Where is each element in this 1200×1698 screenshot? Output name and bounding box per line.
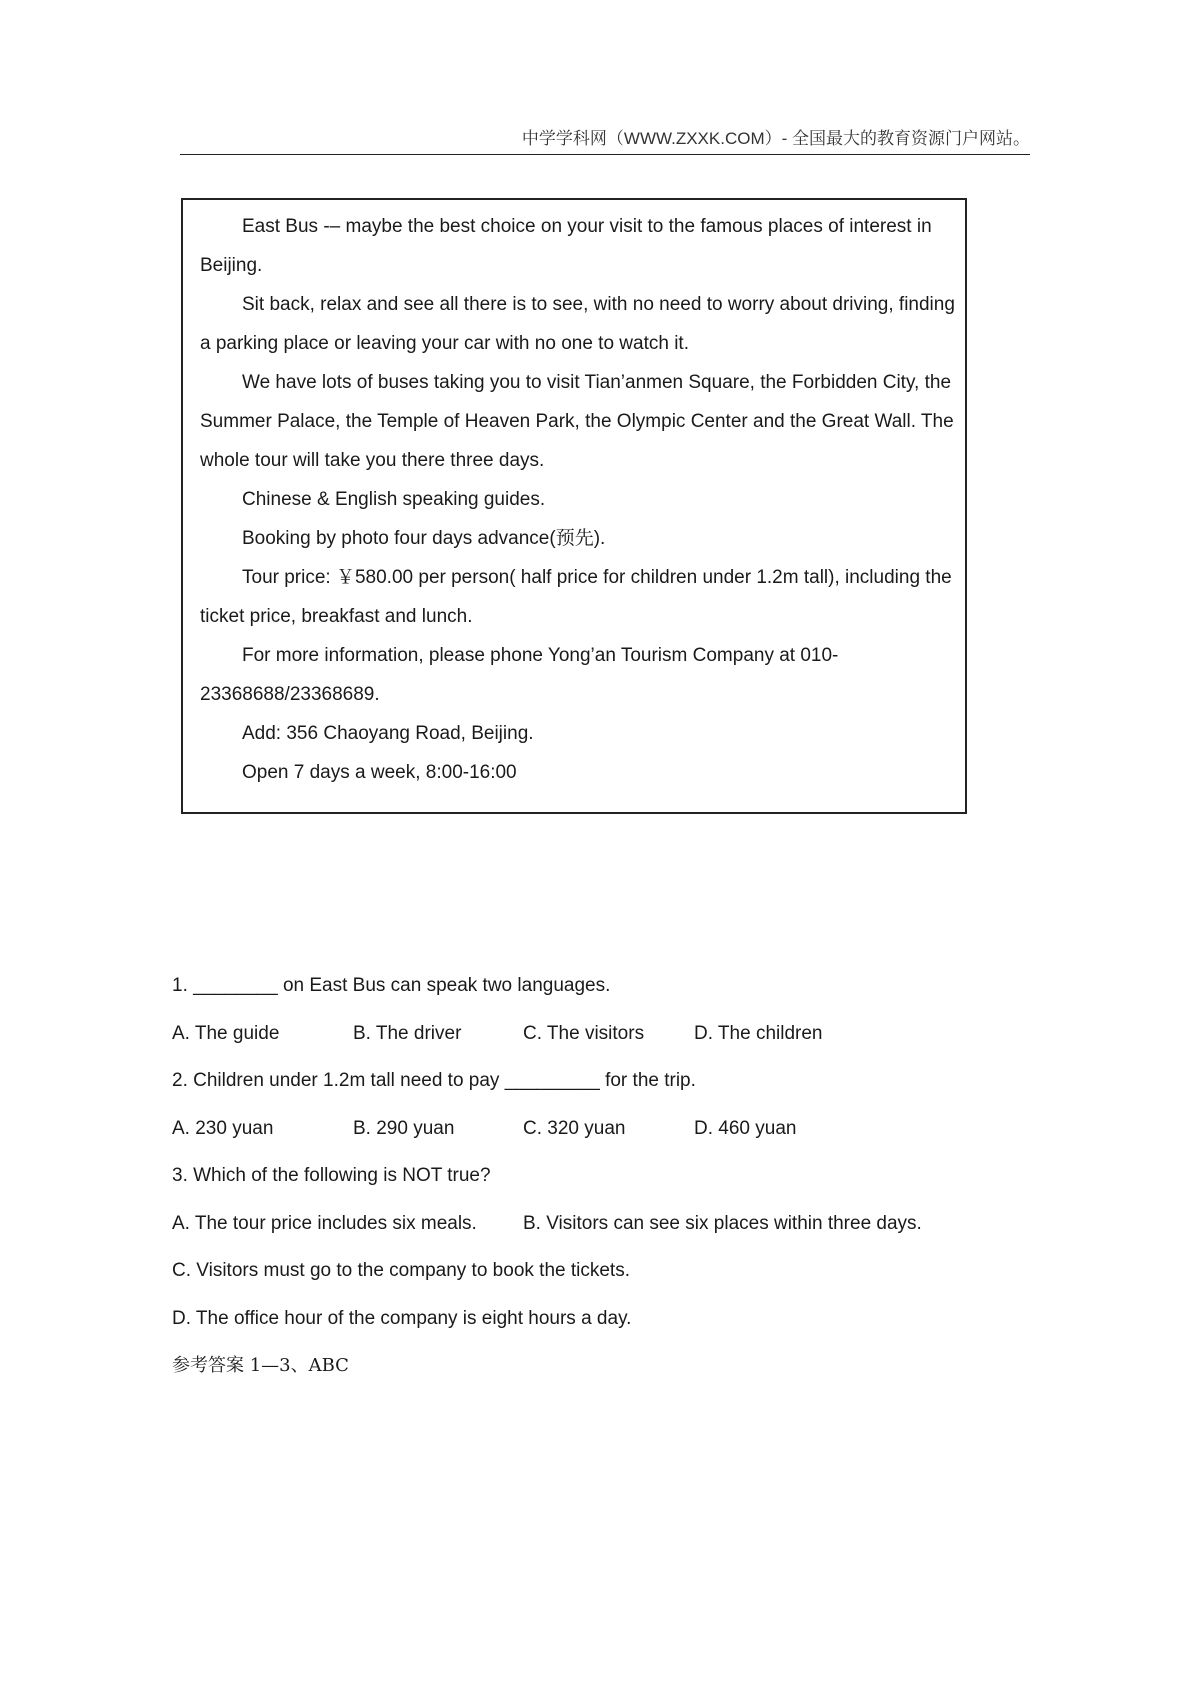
question-3-option-a: A. The tour price includes six meals. <box>172 1212 477 1234</box>
question-1-option-d: D. The children <box>694 1022 823 1044</box>
question-1-options <box>172 1010 1072 1058</box>
ad-paragraph-price: Tour price: ￥580.00 per person( half price for children under 1.2m tall), including the ticket price, breakfast and lunch. <box>200 567 952 627</box>
answer-key: 参考答案 1—3、ABC <box>172 1355 349 1376</box>
question-2-options <box>172 1105 1072 1153</box>
site-header <box>180 128 1030 155</box>
ad-paragraph-hours: Open 7 days a week, 8:00-16:00 <box>242 762 517 783</box>
ad-paragraph-contact: For more information, please phone Yong’an Tourism Company at 010-23368688/23368689. <box>200 645 839 705</box>
question-1-stem: 1. ________ on East Bus can speak two languages. <box>172 975 611 996</box>
question-1-option-b: B. The driver <box>353 1022 462 1044</box>
ad-paragraph-guides: Chinese & English speaking guides. <box>242 489 546 510</box>
ad-paragraph-places: We have lots of buses taking you to visit Tian’anmen Square, the Forbidden City, the Summer Palace, the Temple of Heaven Park, the Olympic Center and the Great Wall. The whole tour will take you there three days. <box>200 372 954 471</box>
question-1-option-a: A. The guide <box>172 1022 280 1044</box>
ad-paragraph-booking: Booking by photo four days advance(预先). <box>242 528 606 549</box>
ad-paragraph-relax: Sit back, relax and see all there is to see, with no need to worry about driving, finding a parking place or leaving your car with no one to watch it. <box>200 294 955 354</box>
question-2-option-c: C. 320 yuan <box>523 1117 626 1139</box>
question-3-options-ab <box>172 1200 1072 1248</box>
question-3-option-b: B. Visitors can see six places within three days. <box>523 1212 922 1234</box>
question-2-option-a: A. 230 yuan <box>172 1117 274 1139</box>
advertisement-text <box>200 207 955 792</box>
question-1-option-c: C. The visitors <box>523 1022 645 1044</box>
header-text: 中学学科网（WWW.ZXXK.COM）- 全国最大的教育资源门户网站。 <box>521 129 1030 148</box>
question-2-option-b: B. 290 yuan <box>353 1117 455 1139</box>
advertisement-box <box>181 198 967 814</box>
question-3-stem: 3. Which of the following is NOT true? <box>172 1165 491 1186</box>
ad-paragraph-address: Add: 356 Chaoyang Road, Beijing. <box>242 723 534 744</box>
question-3-option-d: D. The office hour of the company is eight hours a day. <box>172 1307 632 1329</box>
question-2-option-d: D. 460 yuan <box>694 1117 797 1139</box>
question-3-option-c: C. Visitors must go to the company to book the tickets. <box>172 1260 630 1281</box>
question-2-stem: 2. Children under 1.2m tall need to pay _________ for the trip. <box>172 1070 696 1091</box>
ad-paragraph-intro: East Bus -– maybe the best choice on your visit to the famous places of interest in Beijing. <box>200 216 932 276</box>
question-section <box>172 962 1072 1390</box>
